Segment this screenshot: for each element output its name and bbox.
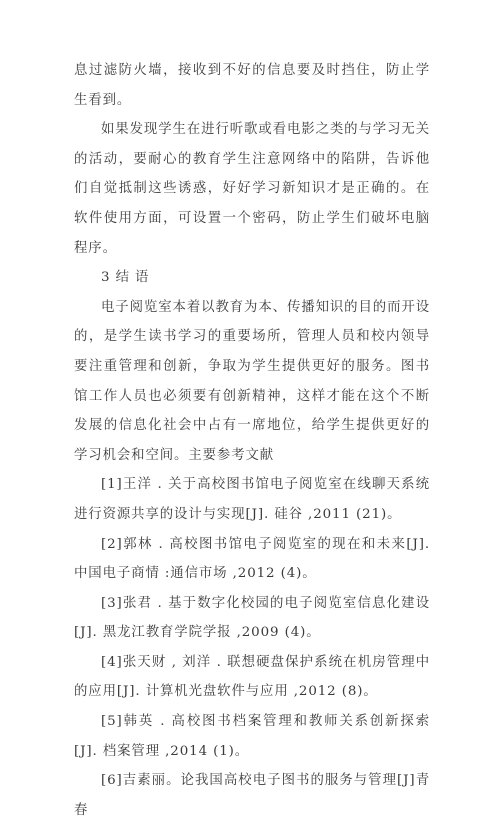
paragraph-conclusion: 电子阅览室本着以教育为本、传播知识的目的而开设的，是学生读书学习的重要场所，管理人员和校内领导要注重管理和创新，争取为学生提供更好的服务。图书馆工作人员也必须要有创新精神，这样才能在这个不断发展的信息化社会中占有一席地位，给学生提供更好的学习机会和空间。主要参考文献 (74, 299, 430, 463)
paragraph-warning: 如果发现学生在进行听歌或看电影之类的与学习无关的活动，要耐心的教育学生注意网络中的陷阱，告诉他们自觉抵制这些诱惑，好好学习新知识才是正确的。在软件使用方面，可设置一个密码，防止学生们破坏电脑程序。 (74, 122, 430, 256)
reference-item: [1]王洋 . 关于高校图书馆电子阅览室在线聊天系统进行资源共享的设计与实现[J]. 硅谷 ,2011 (21)。 (74, 477, 430, 522)
section-heading: 3 结 语 (101, 270, 150, 286)
reference-item: [4]张天财 , 刘洋 . 联想硬盘保护系统在机房管理中的应用[J]. 计算机光盘软件与应用 ,2012 (8)。 (74, 654, 430, 700)
paragraph-continued: 息过滤防火墙，接收到不好的信息要及时挡住，防止学生看到。 (74, 63, 430, 108)
document-page (74, 56, 430, 825)
reference-item: [3]张君 . 基于数字化校园的电子阅览室信息化建设[J]. 黑龙江教育学院学报 ,2009 (4)。 (74, 595, 430, 641)
reference-item: [2]郭林 . 高校图书馆电子阅览室的现在和未来[J]. 中国电子商情 :通信市场 ,2012 (4)。 (74, 536, 430, 582)
reference-item: [6]吉素丽。论我国高校电子图书的服务与管理[J]青春 (74, 773, 430, 818)
reference-item: [5]韩英 . 高校图书档案管理和教师关系创新探索[J]. 档案管理 ,2014 (1)。 (74, 714, 430, 759)
